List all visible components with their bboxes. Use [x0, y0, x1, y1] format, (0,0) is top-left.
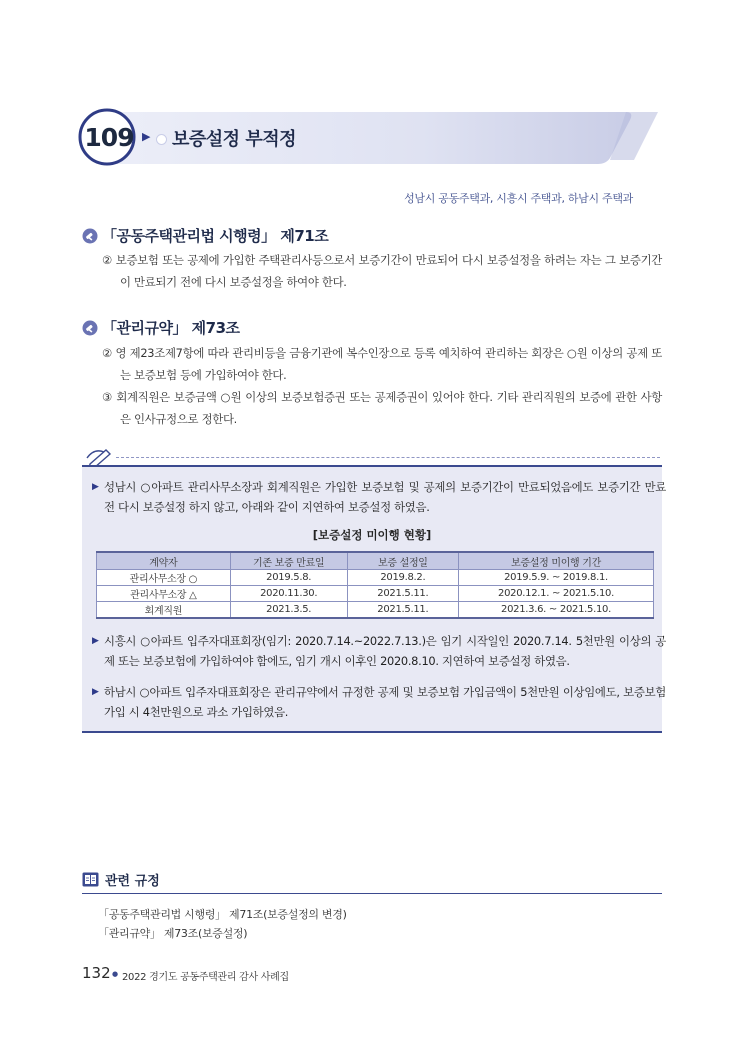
table-cell: 2021.5.11.: [347, 586, 458, 602]
table-cell: 2021.3.6. ~ 2021.5.10.: [459, 602, 654, 619]
column-header: 계약자: [97, 552, 231, 570]
page-title: 보증설정 부적정: [172, 129, 296, 150]
law-2-body: [102, 342, 662, 430]
table-cell: 2019.5.9. ~ 2019.8.1.: [459, 570, 654, 586]
table-cell: 관리사무소장 ○: [97, 570, 231, 586]
table-cell: 2020.11.30.: [230, 586, 347, 602]
book-icon: [82, 872, 99, 887]
law-heading-text-1: 「공동주택관리법 시행령」 제71조: [102, 227, 329, 245]
table-cell: 회계직원: [97, 602, 231, 619]
triangle-right-icon: ▶: [142, 130, 151, 143]
gavel-icon: [82, 228, 98, 244]
table-row: [97, 586, 654, 602]
page-number: 132: [82, 964, 111, 982]
table-header-row: [97, 552, 654, 570]
memo-divider: [116, 457, 660, 458]
table-cell: 2019.5.8.: [230, 570, 347, 586]
table-row: [97, 602, 654, 619]
law-1-body: [102, 249, 662, 293]
table-title: [보증설정 미이행 현황]: [312, 528, 432, 542]
column-header: 보증 설정일: [347, 552, 458, 570]
finding-2: [92, 631, 666, 671]
law-heading-1: [82, 225, 328, 246]
triangle-bullet-icon: ▶: [92, 482, 99, 492]
publication-title: 2022 경기도 공동주택관리 감사 사례집: [122, 972, 289, 983]
finding-1: [92, 477, 666, 517]
related-heading: [82, 870, 160, 889]
finding-2-text: 시흥시 ○아파트 입주자대표회장(임기: 2020.7.14.~2022.7.13.)은 임기 시작일인 2020.7.14. 5천만원 이상의 공제 또는 보증보험에 가입하여야 함에도, 임기 개시 이후인 2020.8.10. 지연하여 보증설정 하였음.: [104, 634, 666, 668]
gavel-icon: [82, 320, 98, 336]
finding-1-text: 성남시 ○아파트 관리사무소장과 회계직원은 가입한 보증보험 및 공제의 보증기간이 만료되었음에도 보증기간 만료 전 다시 보증설정 하지 않고, 아래와 같이 지연하여 보증설정 하였음.: [104, 480, 666, 514]
table-row: [97, 570, 654, 586]
case-number: 109: [84, 122, 134, 152]
table-cell: 2019.8.2.: [347, 570, 458, 586]
table-cell: 2021.3.5.: [230, 602, 347, 619]
related-divider: [82, 893, 662, 894]
finding-3-text: 하남시 ○아파트 입주자대표회장은 관리규약에서 규정한 공제 및 보증보험 가입금액이 5천만원 이상임에도, 보증보험 가입 시 4천만원으로 과소 가입하였음.: [104, 685, 666, 719]
related-item-2: 「관리규약」 제73조(보증설정): [98, 927, 248, 940]
finding-3: [92, 682, 666, 722]
column-header: 기존 보증 만료일: [230, 552, 347, 570]
bullet-dot-icon: [156, 134, 167, 145]
department-line: 성남시 공동주택과, 시흥시 주택과, 하남시 주택과: [404, 192, 633, 205]
law-1-paragraph-2: ② 보증보험 또는 공제에 가입한 주택관리사등으로서 보증기간이 만료되어 다시 보증설정을 하려는 자는 그 보증기간이 만료되기 전에 다시 보증설정을 하여야 한다.: [102, 253, 662, 289]
table-cell: 2021.5.11.: [347, 602, 458, 619]
law-2-paragraph-3: ③ 회계직원은 보증금액 ○원 이상의 보증보험증권 또는 공제증권이 있어야 한다. 기타 관리직원의 보증에 관한 사항은 인사규정으로 정한다.: [102, 390, 662, 426]
triangle-bullet-icon: ▶: [92, 636, 99, 646]
related-heading-text: 관련 규정: [105, 874, 160, 889]
bullet-dot-icon: ●: [112, 970, 119, 978]
status-table: [96, 551, 654, 619]
related-item-1: 「공동주택관리법 시행령」 제71조(보증설정의 변경): [98, 908, 347, 921]
table-cell: 2020.12.1. ~ 2021.5.10.: [459, 586, 654, 602]
triangle-bullet-icon: ▶: [92, 687, 99, 697]
table-cell: 관리사무소장 △: [97, 586, 231, 602]
column-header: 보증설정 미이행 기간: [459, 552, 654, 570]
law-2-paragraph-2: ② 영 제23조제7항에 따라 관리비등을 금융기관에 복수인장으로 등록 예치하여 관리하는 회장은 ○원 이상의 공제 또는 보증보험 등에 가입하여야 한다.: [102, 346, 662, 382]
law-heading-2: [82, 317, 240, 338]
law-heading-text-2: 「관리규약」 제73조: [102, 319, 240, 337]
